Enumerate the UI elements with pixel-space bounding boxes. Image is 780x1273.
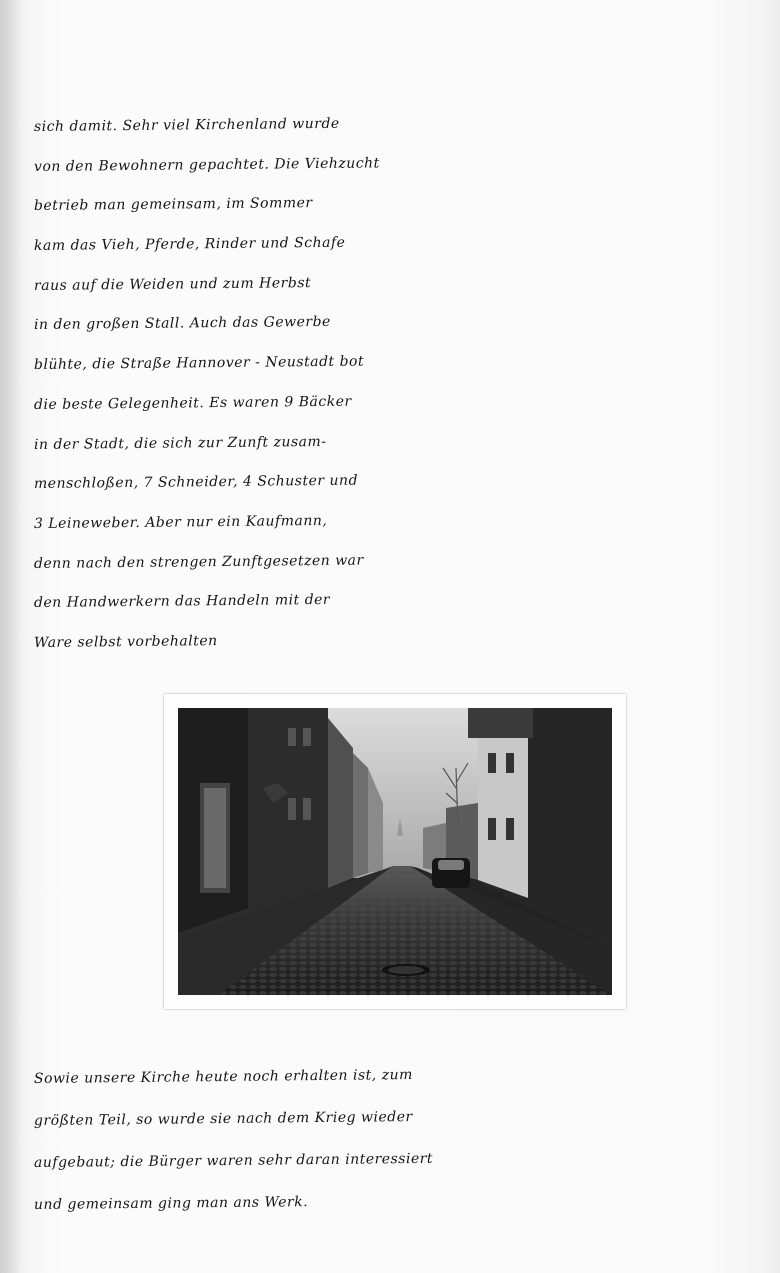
text-line: von den Bewohnern gepachtet. Die Viehzucht — [33, 155, 380, 175]
text-line: in der Stadt, die sich zur Zunft zusam- — [33, 433, 327, 453]
text-line: menschloßen, 7 Schneider, 4 Schuster und — [33, 472, 359, 493]
text-line: betrieb man gemeinsam, im Sommer — [33, 195, 313, 215]
pasted-photo-card — [164, 694, 626, 1009]
text-line: blühte, die Straße Hannover - Neustadt bot — [33, 353, 365, 374]
text-line: denn nach den strengen Zunftgesetzen war — [33, 552, 364, 572]
text-line: die beste Gelegenheit. Es waren 9 Bäcker — [33, 393, 352, 413]
text-line: kam das Vieh, Pferde, Rinder und Schafe — [33, 234, 346, 255]
text-line: in den großen Stall. Auch das Gewerbe — [33, 314, 331, 334]
text-line: Ware selbst vorbehalten — [33, 633, 218, 651]
street-photo — [178, 708, 612, 995]
text-line: den Handwerkern das Handeln mit der — [33, 592, 331, 612]
handwritten-text-top — [34, 108, 754, 664]
text-line: 3 Leineweber. Aber nur ein Kaufmann, — [33, 512, 328, 532]
street-scene-image — [178, 708, 612, 995]
text-line: Sowie unsere Kirche heute noch erhalten ist, zum — [33, 1067, 413, 1087]
handwritten-text-bottom — [34, 1058, 754, 1226]
text-line: größten Teil, so wurde sie nach dem Krieg wieder — [33, 1109, 413, 1129]
text-line: aufgebaut; die Bürger waren sehr daran interessiert — [33, 1150, 434, 1171]
text-line: und gemeinsam ging man ans Werk. — [33, 1194, 309, 1213]
text-line: raus auf die Weiden und zum Herbst — [33, 274, 312, 294]
binding-shadow — [0, 0, 22, 1273]
text-line: sich damit. Sehr viel Kirchenland wurde — [33, 115, 340, 135]
